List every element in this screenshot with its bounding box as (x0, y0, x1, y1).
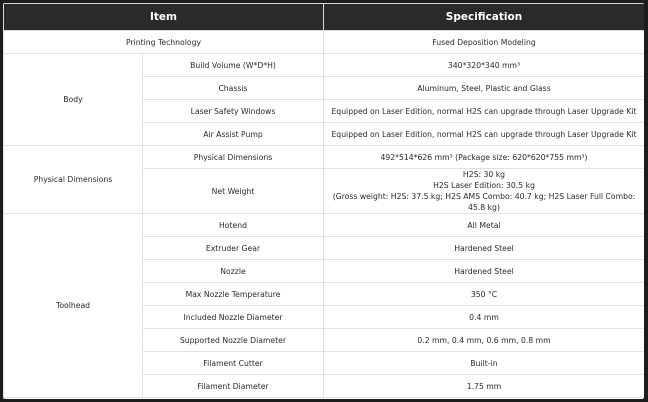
row-label: Filament Diameter (143, 375, 324, 398)
header-item: Item (4, 4, 324, 31)
group-label-toolhead: Toolhead (4, 214, 143, 398)
row-value-net-weight (324, 169, 645, 214)
row-value: 1.75 mm (324, 375, 645, 398)
row-label: Printing Technology (4, 31, 324, 54)
row-label: Air Assist Pump (143, 123, 324, 146)
row-value: 492*514*626 mm³ (Package size: 620*620*755 mm³) (324, 146, 645, 169)
row-label: Filament Cutter (143, 352, 324, 375)
net-weight-line: H2S Laser Edition: 30.5 kg (433, 181, 535, 190)
row-value: 340*320*340 mm³ (324, 54, 645, 77)
row-label: Hotend (143, 214, 324, 237)
row-label: Laser Safety Windows (143, 100, 324, 123)
row-label: Net Weight (143, 169, 324, 214)
table-row (4, 214, 645, 237)
row-value: 0.4 mm (324, 306, 645, 329)
table-row (4, 54, 645, 77)
group-label-physical-dimensions: Physical Dimensions (4, 146, 143, 214)
row-value: Built-in (324, 352, 645, 375)
row-label: Included Nozzle Diameter (143, 306, 324, 329)
table-row (4, 146, 645, 169)
net-weight-line: H2S: 30 kg (462, 170, 506, 179)
row-value: Hardened Steel (324, 237, 645, 260)
row-value: Hardened Steel (324, 260, 645, 283)
table-header-row (4, 4, 645, 31)
row-label: Max Nozzle Temperature (143, 283, 324, 306)
row-label: Nozzle (143, 260, 324, 283)
spec-table-container (3, 3, 644, 399)
gross-weight-line: (Gross weight: H2S: 37.5 kg; H2S AMS Combo: 40.7 kg; H2S Laser Full Combo: 45.8 kg) (332, 192, 636, 212)
row-value: Equipped on Laser Edition, normal H2S can upgrade through Laser Upgrade Kit (324, 100, 645, 123)
row-value: Equipped on Laser Edition, normal H2S can upgrade through Laser Upgrade Kit (324, 123, 645, 146)
row-label: Build Volume (W*D*H) (143, 54, 324, 77)
row-value: All Metal (324, 214, 645, 237)
row-value: 0.2 mm, 0.4 mm, 0.6 mm, 0.8 mm (324, 329, 645, 352)
spec-table (3, 3, 644, 398)
row-label: Extruder Gear (143, 237, 324, 260)
row-label: Chassis (143, 77, 324, 100)
group-label-body: Body (4, 54, 143, 146)
table-row (4, 31, 645, 54)
row-label: Physical Dimensions (143, 146, 324, 169)
row-label: Supported Nozzle Diameter (143, 329, 324, 352)
row-value: Fused Deposition Modeling (324, 31, 645, 54)
row-value: Aluminum, Steel, Plastic and Glass (324, 77, 645, 100)
header-specification: Specification (324, 4, 645, 31)
row-value: 350 °C (324, 283, 645, 306)
